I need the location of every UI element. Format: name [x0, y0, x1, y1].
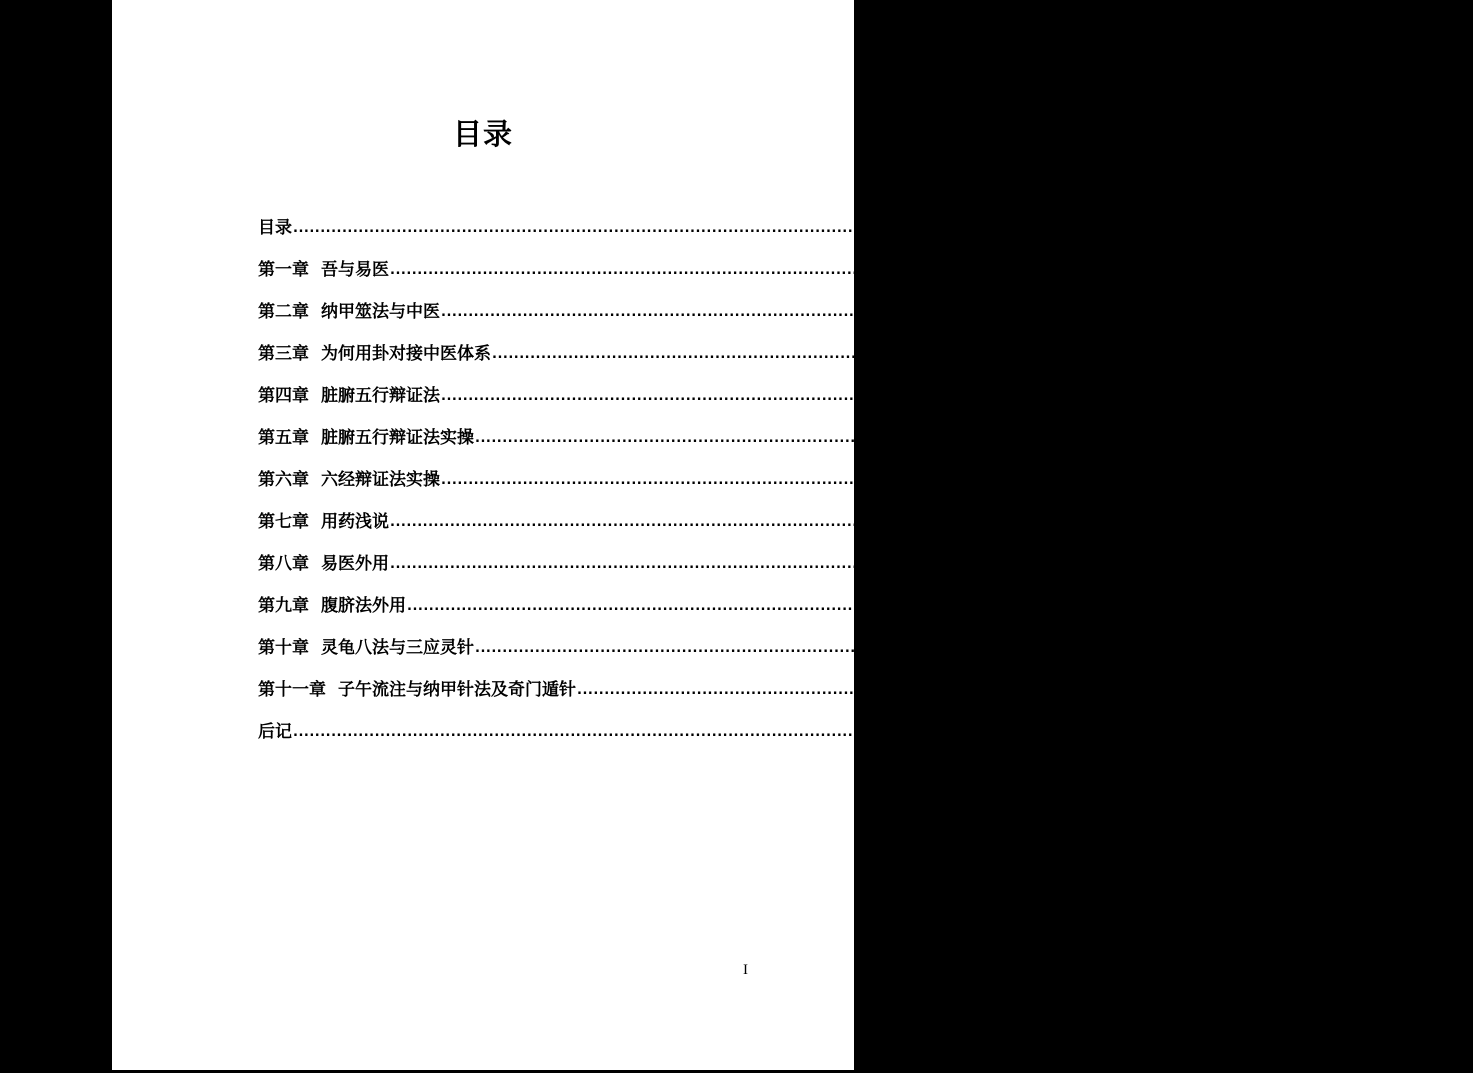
toc-dot-leader: ................................................................................................................................................................	[441, 389, 1312, 404]
toc-chapter-number: 第六章	[258, 470, 309, 490]
toc-dot-leader: ................................................................................................................................................................	[293, 221, 1164, 236]
toc-dot-leader: ................................................................................................................................................................	[475, 641, 1346, 656]
toc-chapter-number: 第十章	[258, 638, 309, 658]
toc-page-number: 错误！未定义书签。	[1278, 595, 1432, 615]
toc-entry[interactable]	[258, 406, 1363, 448]
toc-chapter-number: 第五章	[258, 428, 309, 448]
toc-dot-leader: ................................................................................................................................................................	[293, 725, 1164, 740]
toc-entry[interactable]	[258, 658, 1473, 700]
toc-dot-leader: ................................................................................................................................................................	[492, 347, 1363, 362]
toc-entry[interactable]	[258, 364, 1329, 406]
toc-page-number: 101	[1346, 640, 1372, 657]
toc-dot-leader: ................................................................................................................................................................	[407, 599, 1278, 614]
toc-dot-leader: ................................................................................................................................................................	[390, 263, 1261, 278]
toc-page-number: 124	[1164, 724, 1190, 741]
toc-chapter-number: 第四章	[258, 386, 309, 406]
toc-chapter-title: 吾与易医	[321, 260, 389, 280]
toc-entry[interactable]	[258, 700, 1190, 742]
toc-chapter-title: 用药浅说	[321, 512, 389, 532]
toc-entry[interactable]	[258, 322, 1372, 364]
toc-page-number: 75	[1261, 514, 1278, 531]
toc-entry[interactable]	[258, 532, 1278, 574]
document-page	[112, 0, 1473, 1070]
page-title: 目录	[452, 117, 513, 151]
toc-page-number: 2	[1261, 262, 1270, 279]
toc-page-number: 5	[1312, 304, 1321, 321]
toc-chapter-title: 为何用卦对接中医体系	[321, 344, 491, 364]
toc-chapter-number: 第一章	[258, 260, 309, 280]
toc-page-number: 14	[1312, 388, 1329, 405]
toc-chapter-number: 第三章	[258, 344, 309, 364]
toc-chapter-title: 子午流注与纳甲针法及奇门遁针	[338, 680, 576, 700]
toc-entry[interactable]	[258, 238, 1270, 280]
toc-entry[interactable]	[258, 574, 1432, 616]
toc-dot-leader: ................................................................................................................................................................	[390, 515, 1261, 530]
toc-chapter-title: 后记	[258, 722, 292, 742]
toc-chapter-number: 第九章	[258, 596, 309, 616]
toc-chapter-number: 第二章	[258, 302, 309, 322]
toc-chapter-title: 脏腑五行辩证法实操	[321, 428, 474, 448]
toc-dot-leader: ................................................................................................................................................................	[441, 305, 1312, 320]
toc-chapter-title: 六经辩证法实操	[321, 470, 440, 490]
toc-chapter-number: 第七章	[258, 512, 309, 532]
footer-page-number: I	[743, 962, 748, 978]
toc-chapter-title: 腹脐法外用	[321, 596, 406, 616]
toc-dot-leader: ................................................................................................................................................................	[390, 557, 1261, 572]
toc-chapter-title: 脏腑五行辩证法	[321, 386, 440, 406]
toc-entry[interactable]	[258, 280, 1321, 322]
toc-page-number: 83	[1261, 556, 1278, 573]
toc-chapter-title: 灵龟八法与三应灵针	[321, 638, 474, 658]
toc-entry[interactable]	[258, 616, 1372, 658]
table-of-contents	[258, 196, 1473, 742]
toc-dot-leader: ................................................................................................................................................................	[441, 473, 1312, 488]
toc-dot-leader: ................................................................................................................................................................	[577, 683, 1448, 698]
toc-entry[interactable]	[258, 448, 1329, 490]
toc-chapter-title: 纳甲筮法与中医	[321, 302, 440, 322]
toc-chapter-title: 目录	[258, 218, 292, 238]
toc-entry[interactable]	[258, 196, 1169, 238]
toc-page-number: 108	[1448, 682, 1473, 699]
toc-chapter-number: 第八章	[258, 554, 309, 574]
toc-page-number: 8	[1363, 346, 1372, 363]
toc-page-number: 64	[1312, 472, 1329, 489]
toc-chapter-title: 易医外用	[321, 554, 389, 574]
toc-entry[interactable]	[258, 490, 1278, 532]
toc-chapter-number: 第十一章	[258, 680, 326, 700]
toc-dot-leader: ................................................................................................................................................................	[475, 431, 1346, 446]
toc-page-number: 30	[1346, 430, 1363, 447]
toc-page-number: I	[1164, 220, 1169, 237]
